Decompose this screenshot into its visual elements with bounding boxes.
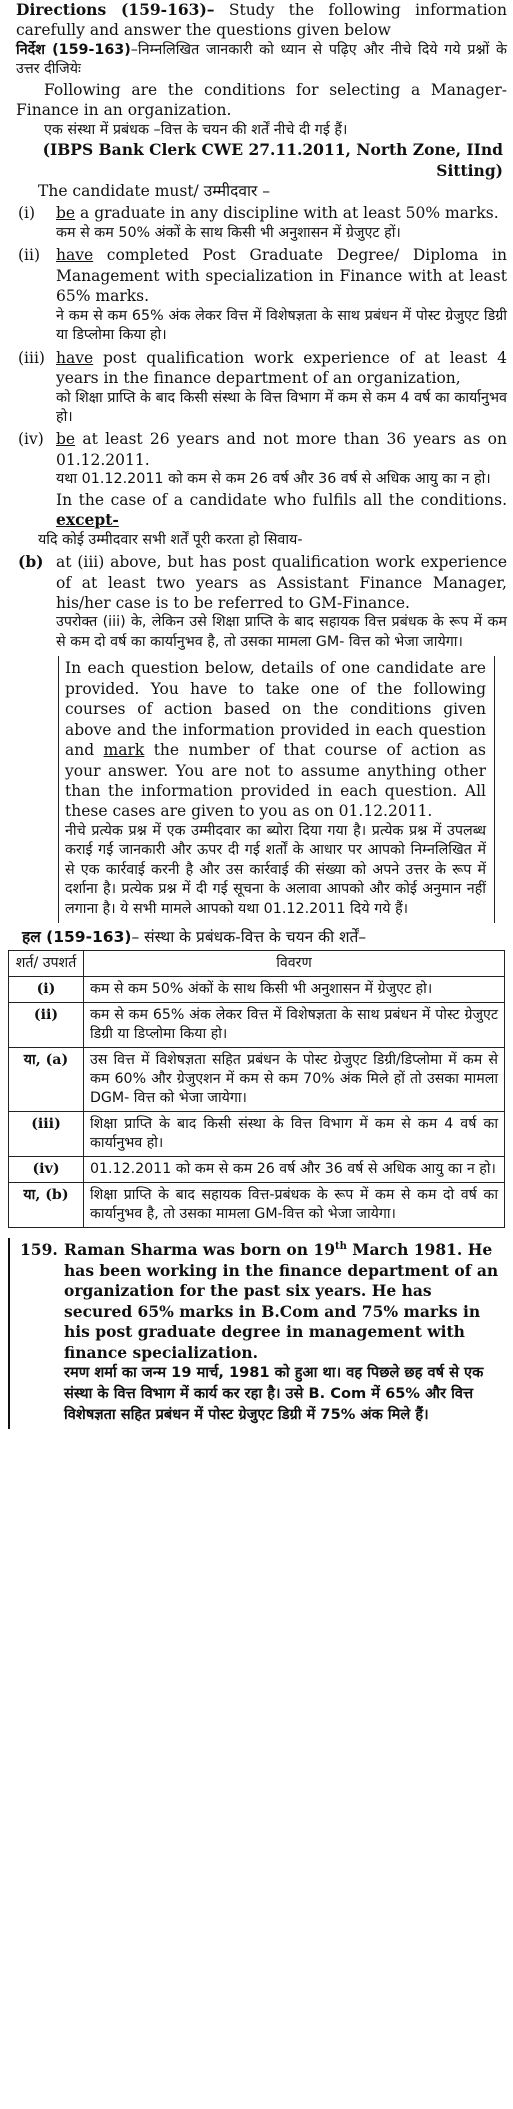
table-row [9, 1002, 505, 1047]
directions-english [16, 0, 507, 41]
instructions-mark: mark [103, 741, 145, 760]
condition-item [18, 429, 507, 530]
question-english-a: Raman Sharma was born on 19 [64, 1240, 335, 1260]
row-key: (iv) [9, 1157, 84, 1183]
condition-verb: have [56, 348, 94, 367]
candidate-intro: The candidate must/ उम्मीदवार – [38, 182, 271, 201]
row-key: (i) [9, 976, 84, 1002]
question-hindi: रमण शर्मा का जन्म 19 मार्च, 1981 को हुआ था। वह पिछले छह वर्ष से एक संस्था के वित्त विभाग में कार्य कर रहा है। उसे B. Com में 65% और वित्त विशेषज्ञता सहित प्रबंधन में पोस्ट ग्रेजुएट डिग्री में 75% अंक मिले हैं। [64, 1364, 484, 1423]
exception-english: In the case of a candidate who fulfils all the conditions. [56, 490, 507, 509]
solution-label: हल (159-163) [22, 928, 132, 947]
condition-english: at (iii) above, but has post qualification work experience of at least two years as Assistant Finance Manager, his/her case is to be referred to GM-Finance. [56, 553, 507, 612]
condition-hindi: यथा 01.12.2011 को कम से कम 26 वर्ष और 36 वर्ष से अधिक आयु का न हो। [56, 471, 491, 488]
exam-source: (IBPS Bank Clerk CWE 27.11.2011, North Zone, IInd Sitting) [42, 140, 503, 180]
directions-text: Study the following information carefully and answer the questions given below [16, 1, 507, 40]
row-value: कम से कम 50% अंकों के साथ किसी भी अनुशासन में ग्रेजुएट हो। [84, 976, 505, 1002]
instructions-box [58, 656, 495, 923]
solution-text: – संस्था के प्रबंधक-वित्त के चयन की शर्तें– [131, 928, 367, 947]
condition-number: (iii) [18, 348, 45, 367]
question-english [64, 1240, 499, 1363]
condition-hindi: उपरोक्त (iii) के, लेकिन उसे शिक्षा प्राप्ति के बाद सहायक वित्त प्रबंधक के रूप में कम से कम दो वर्ष का कार्यानुभव है, तो उसका मामला GM- वित्त को भेजा जायेगा। [56, 614, 507, 650]
table-row [9, 1157, 505, 1183]
row-key: (ii) [9, 1002, 84, 1047]
condition-item [18, 552, 507, 652]
condition-hindi: कम से कम 50% अंकों के साथ किसी भी अनुशासन में ग्रेजुएट हों। [56, 224, 401, 241]
table-row [9, 976, 505, 1002]
condition-verb: be [56, 204, 76, 223]
question-number: 159. [20, 1240, 58, 1260]
row-value: 01.12.2011 को कम से कम 26 वर्ष और 36 वर्ष से अधिक आयु का न हो। [84, 1157, 505, 1183]
intro-hindi: एक संस्था में प्रबंधक –वित्त के चयन की शर्तें नीचे दी गई हैं। [44, 121, 348, 138]
condition-number: (ii) [18, 246, 41, 265]
exception-keyword: except- [56, 510, 119, 530]
condition-english: post qualification work experience of at least 4 years in the finance department of an organization, [56, 348, 507, 388]
row-key: या, (a) [9, 1048, 84, 1112]
column-header-condition: शर्त/ उपशर्त [9, 951, 84, 977]
row-value: कम से कम 65% अंक लेकर वित्त में विशेषज्ञता के साथ प्रबंधन में पोस्ट ग्रेजुएट डिग्री या डिप्लोमा किया हो। [84, 1002, 505, 1047]
condition-item [18, 203, 507, 243]
instructions-hindi: नीचे प्रत्येक प्रश्न में एक उम्मीदवार का ब्योरा दिया गया है। प्रत्येक प्रश्न में उपलब्ध कराई गई जानकारी और ऊपर दी गई शर्तों के आधार पर आपको निम्नलिखित में से एक कार्रवाई करनी है और उस कार्रवाई की संख्या को अपने उत्तर के रूप में दर्शाना है। प्रत्येक प्रश्न में दी गई सूचना के अलावा आपको और कोई अनुमान नहीं लगाना है। ये सभी मामले आपको यथा 01.12.2011 दिये गये हैं। [65, 822, 486, 917]
condition-item [18, 245, 507, 345]
directions-label: Directions (159-163) [16, 0, 207, 19]
condition-number: (i) [18, 204, 36, 223]
condition-number: (iv) [18, 430, 44, 449]
directions-hindi [16, 41, 507, 80]
directions-separator: – [206, 0, 215, 19]
row-value: शिक्षा प्राप्ति के बाद सहायक वित्त-प्रबंधक के रूप में कम से कम दो वर्ष का कार्यानुभव है, तो उसका मामला GM-वित्त को भेजा जायेगा। [84, 1183, 505, 1228]
solution-heading [0, 927, 513, 948]
row-key: या, (b) [9, 1183, 84, 1228]
row-value: उस वित्त में विशेषज्ञता सहित प्रबंधन के पोस्ट ग्रेजुएट डिग्री/डिप्लोमा में कम से कम 60% और ग्रेजुएशन में कम से कम 70% अंक मिले हों तो उसका मामला DGM- वित्त को भेजा जायेगा। [84, 1048, 505, 1112]
directions-hindi-label: निर्देश (159-163) [16, 41, 131, 58]
condition-verb: be [56, 430, 76, 449]
condition-english: a graduate in any discipline with at least 50% marks. [75, 204, 499, 223]
exception-hindi: यदि कोई उम्मीदवार सभी शर्तें पूरी करता हो सिवाय- [38, 531, 303, 548]
question-english-b: March 1981. He has been working in the finance department of an organization for the past six years. He has secured 65% marks in B.Com and 75% marks in his post graduate degree in management with finance specialization. [64, 1240, 499, 1362]
condition-english: at least 26 years and not more than 36 years as on 01.12.2011. [56, 430, 507, 469]
column-header-details: विवरण [84, 951, 505, 977]
condition-english: completed Post Graduate Degree/ Diploma in Management with specialization in Finance with at least 65% marks. [56, 246, 507, 306]
intro-english: Following are the conditions for selecting a Manager-Finance in an organization. [16, 80, 507, 120]
table-header-row [9, 951, 505, 977]
condition-verb: have [56, 246, 94, 265]
criteria-table [8, 950, 505, 1228]
condition-item [18, 348, 507, 428]
table-row [9, 1048, 505, 1112]
instructions-english-a: In each question below, details of one candidate are provided. You have to take one of the following courses of action based on the conditions given above and the information provided in each question and [65, 659, 486, 760]
row-key: (iii) [9, 1112, 84, 1157]
conditions-list [0, 181, 513, 652]
directions-section [0, 0, 513, 181]
condition-hindi: ने कम से कम 65% अंक लेकर वित्त में विशेषज्ञता के साथ प्रबंधन में पोस्ट ग्रेजुएट डिग्री या डिप्लोमा किया हो। [56, 307, 507, 344]
row-value: शिक्षा प्राप्ति के बाद किसी संस्था के वित्त विभाग में कम से कम 4 वर्ष का कार्यानुभव हो। [84, 1112, 505, 1157]
table-row [9, 1112, 505, 1157]
question-159 [8, 1238, 507, 1429]
directions-hindi-text: –निम्नलिखित जानकारी को ध्यान से पढ़िए और नीचे दिये गये प्रश्नों के उत्तर दीजियेः [16, 41, 507, 78]
condition-number: (b) [18, 552, 44, 572]
instructions-english-b: the number of that course of action as your answer. You are not to assume anything other than the information provided in each question. All these cases are given to you as on 01.12.2011. [65, 741, 486, 821]
condition-hindi: को शिक्षा प्राप्ति के बाद किसी संस्था के वित्त विभाग में कम से कम 4 वर्ष का कार्यानुभव हो। [56, 389, 507, 425]
table-row [9, 1183, 505, 1228]
question-superscript: th [335, 1241, 347, 1253]
